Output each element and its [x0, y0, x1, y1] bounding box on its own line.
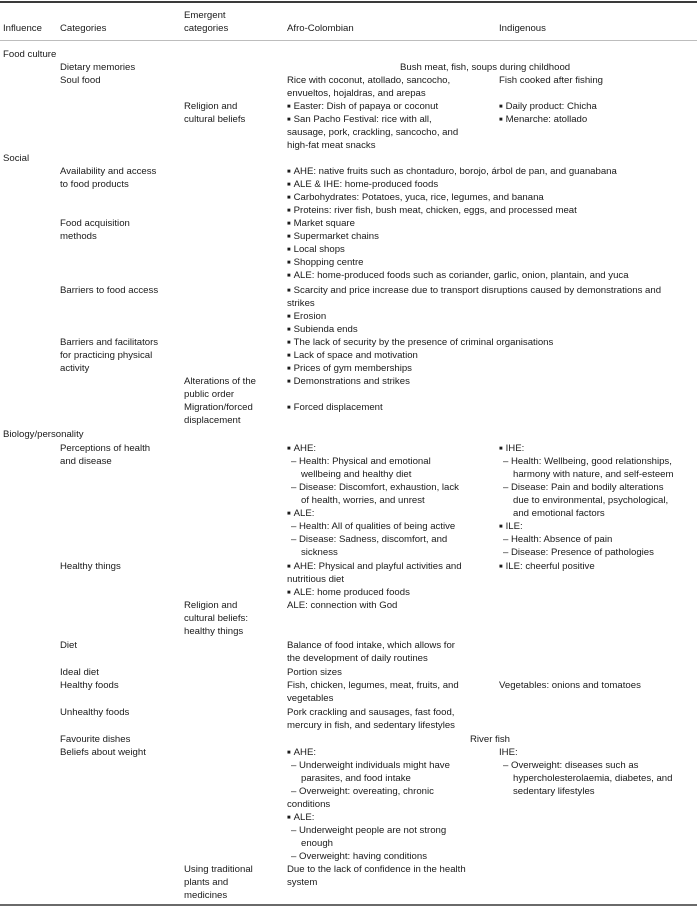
- header-afro-colombian: Afro-Colombian: [287, 23, 354, 34]
- header-categories: Categories: [60, 23, 107, 34]
- category-availability-1: Availability and access: [60, 166, 157, 177]
- physical-activity-item: ■ The lack of security by the presence of criminal organisations: [287, 336, 553, 351]
- afro-weight-ahe: ■ AHE:: [287, 746, 316, 761]
- migration-item: ■ Forced displacement: [287, 401, 383, 416]
- acquisition-item: ■ Shopping centre: [287, 256, 364, 271]
- afro-unhealthy-foods-2: mercury in fish, and sedentary lifestyles: [287, 720, 455, 731]
- afro-healthy-things: ■ ALE: home produced foods: [287, 586, 410, 601]
- afro-weight-line: – Overweight: overeating, chronic: [291, 786, 434, 797]
- afro-weight-line: – Overweight: having conditions: [291, 851, 427, 862]
- category-perceptions-1: Perceptions of health: [60, 443, 151, 454]
- category-acquisition-1: Food acquisition: [60, 218, 130, 229]
- afro-religion-item-cont: high-fat meat snacks: [287, 140, 376, 151]
- afro-unhealthy-foods-1: Pork crackling and sausages, fast food,: [287, 707, 455, 718]
- category-perceptions-2: and disease: [60, 456, 112, 467]
- acquisition-item: ■ Supermarket chains: [287, 230, 379, 245]
- category-physical-activity-1: Barriers and facilitators: [60, 337, 159, 348]
- afro-perc-ale: ■ ALE:: [287, 507, 314, 522]
- emergent-migration-2: displacement: [184, 415, 241, 426]
- emergent-traditional-3: medicines: [184, 890, 228, 901]
- availability-item: ■ AHE: native fruits such as chontaduro, borojo, árbol de pan, and guanabana: [287, 165, 617, 180]
- afro-religion-item: ■ Easter: Dish of papaya or coconut: [287, 100, 438, 115]
- header-rule: [0, 40, 697, 41]
- table-bottom-rule: [0, 904, 697, 906]
- ind-perc-ihe: ■ IHE:: [499, 442, 524, 457]
- category-acquisition-2: methods: [60, 231, 97, 242]
- category-soul-food: Soul food: [60, 75, 101, 86]
- ind-perc-line: harmony with nature, and self-esteem: [513, 469, 674, 480]
- barriers-item: ■ Erosion: [287, 310, 326, 325]
- alterations-item: ■ Demonstrations and strikes: [287, 375, 410, 390]
- afro-weight-line: enough: [301, 838, 334, 849]
- influence-biology: Biology/personality: [3, 429, 84, 440]
- ind-religion-item: ■ Menarche: atollado: [499, 113, 587, 128]
- afro-traditional-1: Due to the lack of confidence in the health: [287, 864, 466, 875]
- acquisition-item: ■ Market square: [287, 217, 355, 232]
- category-physical-activity-2: for practicing physical: [60, 350, 153, 361]
- availability-item: ■ ALE & IHE: home-produced foods: [287, 178, 438, 193]
- category-unhealthy-foods: Unhealthy foods: [60, 707, 130, 718]
- barriers-item-cont: strikes: [287, 298, 315, 309]
- afro-healthy-things: ■ AHE: Physical and playful activities and: [287, 560, 462, 575]
- ind-perc-line: due to environmental, psychological,: [513, 495, 669, 506]
- afro-traditional-2: system: [287, 877, 318, 888]
- category-diet: Diet: [60, 640, 78, 651]
- afro-perc-ahe: ■ AHE:: [287, 442, 316, 457]
- ind-perc-line: – Health: Wellbeing, good relationships,: [503, 456, 672, 467]
- afro-weight-line: parasites, and food intake: [301, 773, 411, 784]
- ind-perc-line: – Health: Absence of pain: [503, 534, 613, 545]
- afro-weight-ale: ■ ALE:: [287, 811, 314, 826]
- afro-religion-health: ALE: connection with God: [287, 600, 398, 611]
- influence-food-culture: Food culture: [3, 49, 57, 60]
- category-dietary-memories: Dietary memories: [60, 62, 136, 73]
- ind-healthy-foods: Vegetables: onions and tomatoes: [499, 680, 641, 691]
- afro-weight-line: – Underweight individuals might have: [291, 760, 450, 771]
- afro-religion-item-cont: sausage, pork, crackling, sancocho, and: [287, 127, 459, 138]
- category-physical-activity-3: activity: [60, 363, 90, 374]
- afro-healthy-foods-1: Fish, chicken, legumes, meat, fruits, and: [287, 680, 459, 691]
- acquisition-item: ■ Local shops: [287, 243, 345, 258]
- header-influence: Influence: [3, 23, 42, 34]
- afro-soul-food-2: envueltos, hojaldras, and arepas: [287, 88, 426, 99]
- emergent-religion-health-2: cultural beliefs:: [184, 613, 248, 624]
- afro-soul-food-1: Rice with coconut, atollado, sancocho,: [287, 75, 451, 86]
- physical-activity-item: ■ Lack of space and motivation: [287, 349, 418, 364]
- emergent-alterations-1: Alterations of the: [184, 376, 256, 387]
- ind-perc-ile: ■ ILE:: [499, 520, 523, 535]
- category-beliefs-weight: Beliefs about weight: [60, 747, 146, 758]
- availability-item: ■ Carbohydrates: Potatoes, yuca, rice, legumes, and banana: [287, 191, 544, 206]
- ind-weight-line: hypercholesterolaemia, diabetes, and: [513, 773, 673, 784]
- afro-perc-line: – Health: Physical and emotional: [291, 456, 431, 467]
- afro-healthy-things-cont: nutritious diet: [287, 574, 345, 585]
- category-ideal-diet: Ideal diet: [60, 667, 99, 678]
- ind-perc-line: – Disease: Presence of pathologies: [503, 547, 654, 558]
- emergent-alterations-2: public order: [184, 389, 235, 400]
- ind-religion-item: ■ Daily product: Chicha: [499, 100, 597, 115]
- category-availability-2: to food products: [60, 179, 129, 190]
- header-emergent-2: categories: [184, 23, 229, 34]
- afro-healthy-foods-2: vegetables: [287, 693, 334, 704]
- ind-weight-ihe: IHE:: [499, 747, 518, 758]
- afro-perc-line: of health, worries, and unrest: [301, 495, 425, 506]
- emergent-religion-2: cultural beliefs: [184, 114, 246, 125]
- category-healthy-things: Healthy things: [60, 561, 121, 572]
- afro-perc-line: sickness: [301, 547, 338, 558]
- category-barriers: Barriers to food access: [60, 285, 159, 296]
- afro-perc-line: – Disease: Sadness, discomfort, and: [291, 534, 448, 545]
- acquisition-item: ■ ALE: home-produced foods such as coriander, garlic, onion, plantain, and yuca: [287, 269, 629, 284]
- afro-ideal-diet: Portion sizes: [287, 667, 342, 678]
- afro-weight-line: conditions: [287, 799, 331, 810]
- ind-perc-line: – Disease: Pain and bodily alterations: [503, 482, 664, 493]
- header-emergent-1: Emergent: [184, 10, 226, 21]
- ind-weight-line: – Overweight: diseases such as: [503, 760, 639, 771]
- emergent-traditional-1: Using traditional: [184, 864, 253, 875]
- table-top-rule: [0, 1, 697, 3]
- shared-dietary-memories: Bush meat, fish, soups during childhood: [400, 62, 571, 73]
- ind-weight-line: sedentary lifestyles: [513, 786, 595, 797]
- ind-perc-line: and emotional factors: [513, 508, 605, 519]
- afro-religion-item: ■ San Pacho Festival: rice with all,: [287, 113, 432, 128]
- afro-weight-line: – Underweight people are not strong: [291, 825, 447, 836]
- category-healthy-foods: Healthy foods: [60, 680, 119, 691]
- category-favourite-dishes: Favourite dishes: [60, 734, 131, 745]
- afro-diet-2: the development of daily routines: [287, 653, 428, 664]
- influence-social: Social: [3, 153, 30, 164]
- emergent-migration-1: Migration/forced: [184, 402, 253, 413]
- ind-healthy-things: ■ ILE: cheerful positive: [499, 560, 595, 575]
- afro-diet-1: Balance of food intake, which allows for: [287, 640, 455, 651]
- shared-favourite-dishes: River fish: [470, 734, 510, 745]
- availability-item: ■ Proteins: river fish, bush meat, chicken, eggs, and processed meat: [287, 204, 577, 219]
- emergent-religion-1: Religion and: [184, 101, 238, 112]
- barriers-item: ■ Subienda ends: [287, 323, 358, 338]
- emergent-traditional-2: plants and: [184, 877, 229, 888]
- afro-perc-line: – Disease: Discomfort, exhaustion, lack: [291, 482, 459, 493]
- ind-soul-food: Fish cooked after fishing: [499, 75, 603, 86]
- physical-activity-item: ■ Prices of gym memberships: [287, 362, 412, 377]
- emergent-religion-health-1: Religion and: [184, 600, 238, 611]
- header-indigenous: Indigenous: [499, 23, 546, 34]
- barriers-item: ■ Scarcity and price increase due to transport disruptions caused by demonstrations and: [287, 284, 661, 299]
- emergent-religion-health-3: healthy things: [184, 626, 244, 637]
- afro-perc-line: wellbeing and healthy diet: [301, 469, 412, 480]
- afro-perc-line: – Health: All of qualities of being active: [291, 521, 456, 532]
